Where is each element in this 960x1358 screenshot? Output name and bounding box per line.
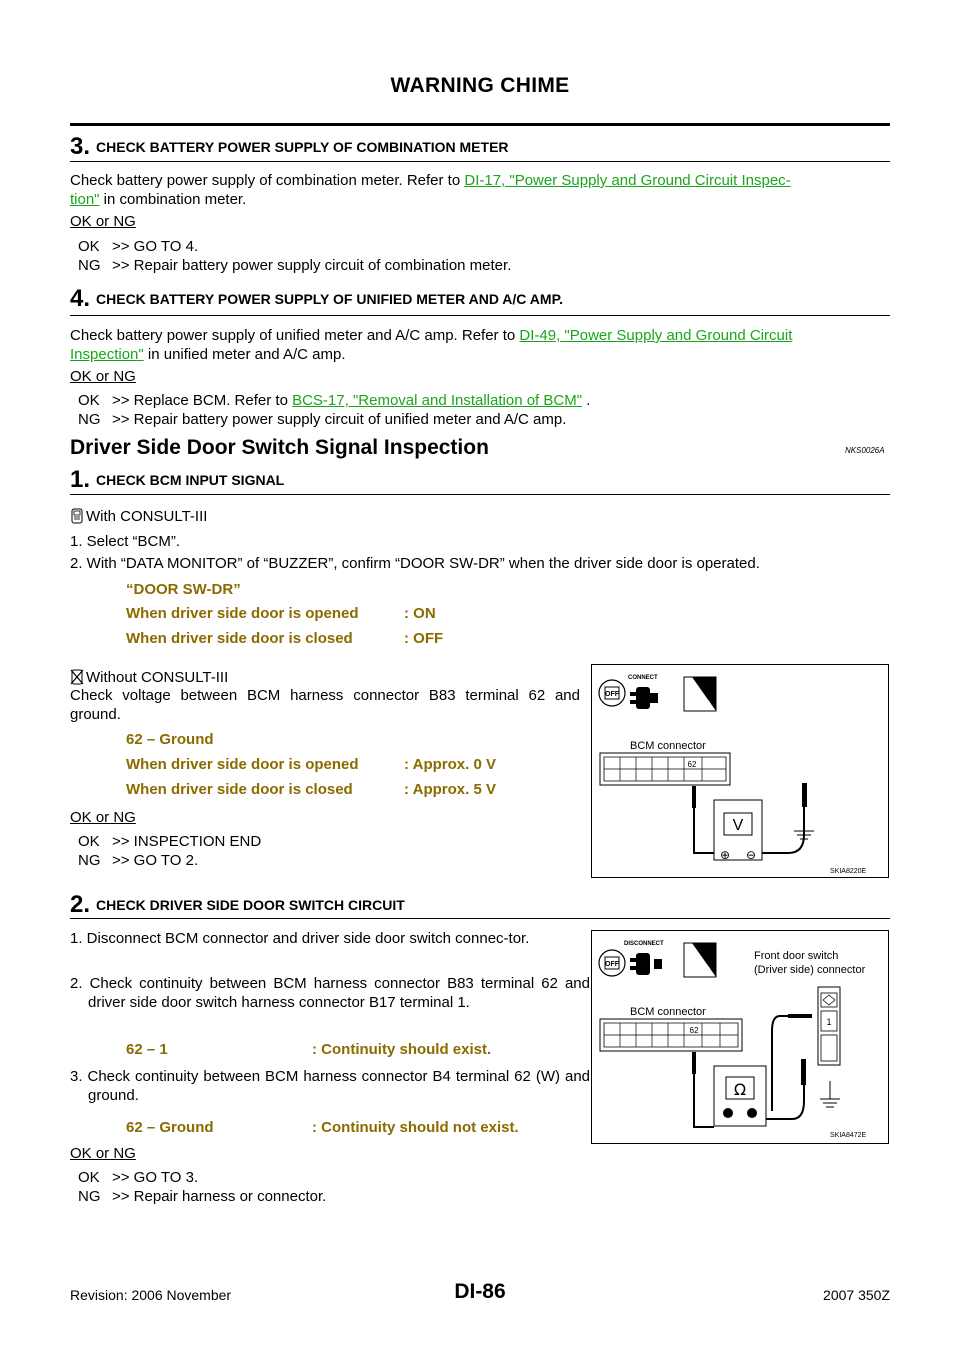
section-title: Driver Side Door Switch Signal Inspection	[70, 436, 489, 459]
s2-heading	[70, 891, 405, 919]
svg-text:V: V	[732, 817, 744, 834]
ng-text: >> Repair harness or connector.	[112, 1188, 327, 1205]
voltage-row-opened	[126, 756, 496, 773]
step4-instruction	[70, 327, 890, 364]
svg-text:1: 1	[826, 1017, 832, 1027]
s1-item2: 2. With “DATA MONITOR” of “BUZZER”, confirm “DOOR SW-DR” when the driver side door is operated.	[70, 555, 760, 572]
step4-ng-result	[78, 411, 566, 430]
svg-text:SKIA8220E: SKIA8220E	[830, 868, 867, 875]
svg-text:⊕: ⊕	[720, 848, 731, 862]
ng-key: NG	[78, 257, 101, 274]
harness-side-icon	[684, 943, 716, 977]
bcm-connector	[600, 753, 730, 785]
ignition-off-icon	[599, 680, 625, 706]
spec-value: : OFF	[404, 630, 444, 647]
section-code: NKS0026A	[845, 446, 885, 455]
s1-check-text: Check voltage between BCM harness connector B83 terminal 62 and ground.	[70, 687, 580, 723]
step3-ok-result	[78, 238, 198, 257]
ng-key: NG	[78, 852, 101, 869]
link-di49-cont[interactable]: Inspection"	[70, 345, 144, 363]
spec-key: When driver side door is opened	[126, 756, 359, 773]
spec-key: When driver side door is closed	[126, 630, 353, 647]
footer-model: 2007 350Z	[823, 1287, 890, 1303]
spec-title: “DOOR SW-DR”	[126, 581, 241, 598]
link-bcs17[interactable]: BCS-17, "Removal and Installation of BCM"	[292, 392, 583, 409]
svg-text:OFF: OFF	[605, 961, 619, 968]
s1-rule	[70, 494, 890, 495]
ok-key: OK	[78, 392, 100, 409]
step4-ok-result	[78, 392, 590, 411]
step3-heading	[70, 133, 509, 161]
figure-bcm-voltage	[591, 664, 889, 878]
svg-text:BCM connector: BCM connector	[630, 740, 706, 752]
step3-rule	[70, 161, 890, 162]
door-switch-diagram	[592, 931, 888, 1143]
ok-key: OK	[78, 833, 100, 850]
step4-text: Check battery power supply of unified meter and A/C amp. Refer to	[70, 327, 520, 344]
without-consult-label: Without CONSULT-III	[86, 669, 229, 686]
connect-icon	[628, 675, 658, 709]
spec-value: : Approx. 5 V	[404, 781, 496, 798]
s2-ok-result	[78, 1169, 198, 1188]
list-item: 2. Check continuity between BCM harness connector B83 terminal 62 and driver side door switch harness connector B17 terminal 1.	[70, 975, 590, 1011]
ng-key: NG	[78, 1188, 101, 1205]
s2-item1	[70, 930, 590, 957]
spec-value: : Approx. 0 V	[404, 756, 496, 773]
step3-heading-text: CHECK BATTERY POWER SUPPLY OF COMBINATION METER	[96, 139, 509, 155]
voltage-title: 62 – Ground	[126, 731, 214, 748]
svg-text:H.S.: H.S.	[695, 965, 713, 975]
svg-text:CONNECT: CONNECT	[628, 675, 658, 681]
s2-ng-result	[78, 1188, 326, 1207]
svg-text:DISCONNECT: DISCONNECT	[624, 941, 664, 947]
link-di17[interactable]: DI-17, "Power Supply and Ground Circuit Inspec-	[464, 172, 791, 189]
ohmmeter-icon	[714, 1066, 766, 1126]
step4-okng-label: OK or NG	[70, 368, 136, 385]
step4-heading	[70, 285, 563, 313]
bcm-connector	[600, 1019, 742, 1051]
with-consult-label: With CONSULT-III	[86, 508, 208, 525]
step3-text-after: in combination meter.	[99, 190, 247, 208]
ok-text: >> GO TO 3.	[112, 1169, 199, 1186]
ng-text: >> GO TO 2.	[112, 852, 199, 869]
step4-okng	[70, 368, 890, 387]
step4-text-after: in unified meter and A/C amp.	[143, 345, 346, 363]
svg-text:(Driver side) connector: (Driver side) connector	[754, 964, 866, 976]
s1-with-consult	[70, 508, 890, 527]
s1-okng-label: OK or NG	[70, 809, 136, 826]
svg-text:62: 62	[689, 1026, 699, 1035]
page-number: DI-86	[454, 1280, 506, 1303]
step4-heading-text: CHECK BATTERY POWER SUPPLY OF UNIFIED METER AND A/C AMP.	[96, 291, 563, 307]
spec-value: : Continuity should not exist.	[312, 1119, 519, 1136]
spec-row-opened	[126, 605, 436, 622]
continuity-row-2	[126, 1119, 519, 1136]
figure-door-switch-continuity	[591, 930, 889, 1144]
spec-value: : ON	[404, 605, 436, 622]
spec-key: When driver side door is opened	[126, 605, 359, 622]
list-item: 1. Disconnect BCM connector and driver side door switch connec-tor.	[70, 930, 530, 947]
door-switch-connector	[818, 987, 840, 1065]
consult-tool-icon	[70, 508, 84, 524]
svg-text:Ω: Ω	[733, 1080, 747, 1099]
svg-text:H.S.: H.S.	[695, 699, 713, 709]
continuity-row-1	[126, 1041, 491, 1058]
ok-after: .	[582, 392, 591, 409]
page-title: WARNING CHIME	[390, 74, 570, 97]
s1-number: 1.	[70, 466, 91, 493]
disconnect-icon	[624, 941, 664, 975]
voltmeter-icon	[714, 800, 762, 862]
s1-without-consult	[70, 669, 580, 688]
step4-rule	[70, 315, 890, 316]
step3-ng-result	[78, 257, 511, 276]
s1-ng-result	[78, 852, 198, 871]
step4-number: 4.	[70, 285, 91, 312]
s2-item3	[70, 1068, 590, 1113]
ok-text: >> INSPECTION END	[112, 833, 262, 850]
s2-item2	[70, 975, 590, 1020]
s2-heading-text: CHECK DRIVER SIDE DOOR SWITCH CIRCUIT	[96, 897, 405, 913]
spec-value: : Continuity should exist.	[312, 1041, 492, 1058]
bcm-voltage-diagram	[592, 665, 888, 877]
ignition-off-icon	[599, 950, 625, 976]
voltage-row-closed	[126, 781, 496, 798]
svg-text:SKIA8472E: SKIA8472E	[830, 1132, 867, 1139]
step3-okng	[70, 213, 890, 232]
footer-revision: Revision: 2006 November	[70, 1287, 232, 1303]
s1-ok-result	[78, 833, 261, 852]
step3-instruction	[70, 172, 890, 209]
list-item: 3. Check continuity between BCM harness connector B4 terminal 62 (W) and ground.	[70, 1068, 590, 1104]
svg-text:Front door switch: Front door switch	[754, 950, 839, 962]
link-di49[interactable]: DI-49, "Power Supply and Ground Circuit	[519, 327, 793, 344]
spec-key: 62 – Ground	[126, 1119, 214, 1136]
spec-key: 62 – 1	[126, 1041, 168, 1058]
header-rule	[70, 123, 890, 126]
svg-text:⊖: ⊖	[746, 848, 757, 862]
step3-okng-label: OK or NG	[70, 213, 136, 230]
spec-row-closed	[126, 630, 443, 647]
ng-key: NG	[78, 411, 101, 428]
ng-text: >> Repair battery power supply circuit of unified meter and A/C amp.	[112, 411, 567, 428]
svg-text:62: 62	[687, 760, 697, 769]
step3-text: Check battery power supply of combination meter. Refer to	[70, 172, 465, 189]
svg-text:OFF: OFF	[605, 691, 619, 698]
ok-key: OK	[78, 238, 100, 255]
ok-text: >> GO TO 4.	[112, 238, 199, 255]
s2-okng-label: OK or NG	[70, 1145, 136, 1162]
spec-key: When driver side door is closed	[126, 781, 353, 798]
s2-rule	[70, 918, 890, 919]
s1-heading-text: CHECK BCM INPUT SIGNAL	[96, 472, 285, 488]
ok-text: >> Replace BCM. Refer to	[112, 392, 293, 409]
s2-okng	[70, 1145, 890, 1164]
link-di17-cont[interactable]: tion"	[70, 190, 100, 208]
ng-text: >> Repair battery power supply circuit of combination meter.	[112, 257, 512, 274]
ok-key: OK	[78, 1169, 100, 1186]
s1-heading	[70, 466, 284, 494]
s2-number: 2.	[70, 891, 91, 918]
step3-number: 3.	[70, 133, 91, 160]
s1-item1: 1. Select “BCM”.	[70, 533, 181, 550]
no-consult-icon	[70, 669, 84, 685]
svg-text:BCM connector: BCM connector	[630, 1006, 706, 1018]
harness-side-icon	[684, 677, 716, 711]
